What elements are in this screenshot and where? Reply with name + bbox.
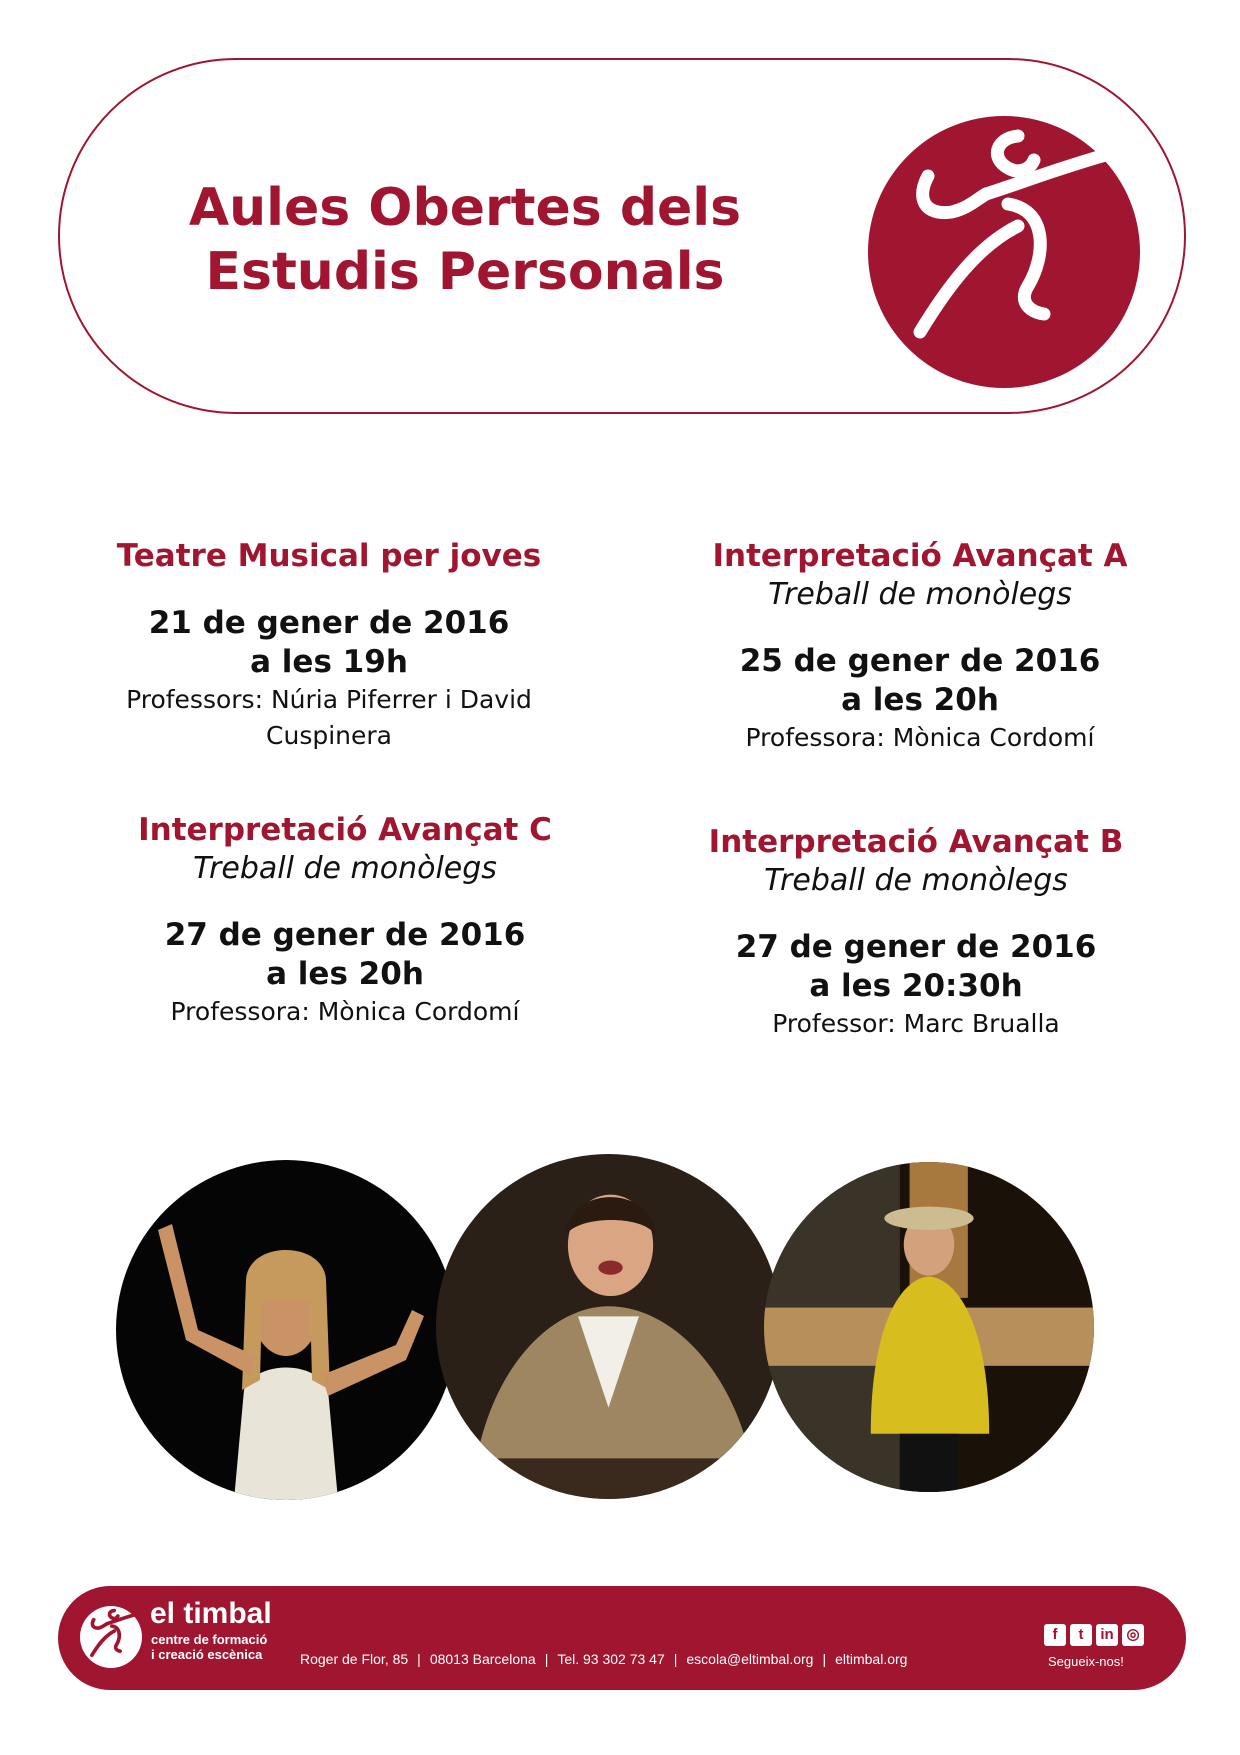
course-subtitle: Treball de monòlegs (768, 577, 1072, 612)
course-professor: Professora: Mònica Cordomí (170, 997, 520, 1026)
facebook-icon[interactable]: f (1044, 1624, 1066, 1646)
course-avancat-a (690, 536, 1150, 756)
course-title: Interpretació Avançat B (708, 824, 1124, 860)
course-professor: Professora: Mònica Cordomí (745, 723, 1095, 752)
title-line-2: Estudis Personals (205, 242, 725, 302)
photo-singer-white-dress (116, 1160, 456, 1500)
course-title: Teatre Musical per joves (116, 538, 542, 574)
brand-name: el timbal (150, 1597, 272, 1630)
course-professor: Professors: Núria Piferrer i David (126, 685, 532, 714)
course-title: Interpretació Avançat C (138, 812, 552, 848)
course-subtitle: Treball de monòlegs (764, 863, 1068, 898)
course-time: a les 19h (250, 644, 408, 680)
timbal-logo-icon (868, 116, 1140, 388)
photo-actor-jacket (436, 1154, 781, 1499)
twitter-icon[interactable]: t (1070, 1624, 1092, 1646)
course-avancat-b (686, 822, 1146, 1042)
address: Roger de Flor, 85 (300, 1651, 409, 1667)
timbal-logo-small-icon (80, 1606, 142, 1668)
course-date: 25 de gener de 2016 (739, 643, 1101, 679)
instagram-icon[interactable]: ◎ (1122, 1624, 1144, 1646)
page-title (150, 176, 780, 304)
course-time: a les 20:30h (809, 968, 1023, 1004)
follow-label: Segueix-nos! (1048, 1654, 1124, 1669)
contact-line: Roger de Flor, 85 | 08013 Barcelona | Tel. 93 302 73 47 | escola@eltimbal.org | eltimbal.org (300, 1651, 908, 1667)
course-date: 21 de gener de 2016 (148, 605, 510, 641)
photo-actor-yellow-jacket (764, 1162, 1094, 1492)
linkedin-icon[interactable]: in (1096, 1624, 1118, 1646)
course-time: a les 20h (841, 682, 999, 718)
course-time: a les 20h (266, 956, 424, 992)
course-title: Interpretació Avançat A (712, 538, 1128, 574)
title-line-1: Aules Obertes dels (188, 178, 742, 238)
course-avancat-c (120, 810, 570, 1030)
course-professor: Professor: Marc Brualla (772, 1009, 1060, 1038)
email-link[interactable]: escola@eltimbal.org (686, 1651, 814, 1667)
course-date: 27 de gener de 2016 (164, 917, 526, 953)
course-professor-cont: Cuspinera (266, 721, 392, 750)
course-date: 27 de gener de 2016 (735, 929, 1097, 965)
photo-strip (116, 1160, 1116, 1510)
course-teatre-musical (104, 536, 554, 754)
phone: Tel. 93 302 73 47 (557, 1651, 665, 1667)
website-link[interactable]: eltimbal.org (835, 1651, 908, 1667)
social-icons (1044, 1624, 1148, 1646)
course-subtitle: Treball de monòlegs (193, 851, 497, 886)
brand-tagline-line-1: centre de formació (151, 1632, 268, 1647)
city: 08013 Barcelona (429, 1651, 536, 1667)
brand-tagline-line-2: i creació escènica (151, 1647, 263, 1662)
brand-tagline (151, 1632, 291, 1662)
footer-bar (58, 1586, 1186, 1690)
